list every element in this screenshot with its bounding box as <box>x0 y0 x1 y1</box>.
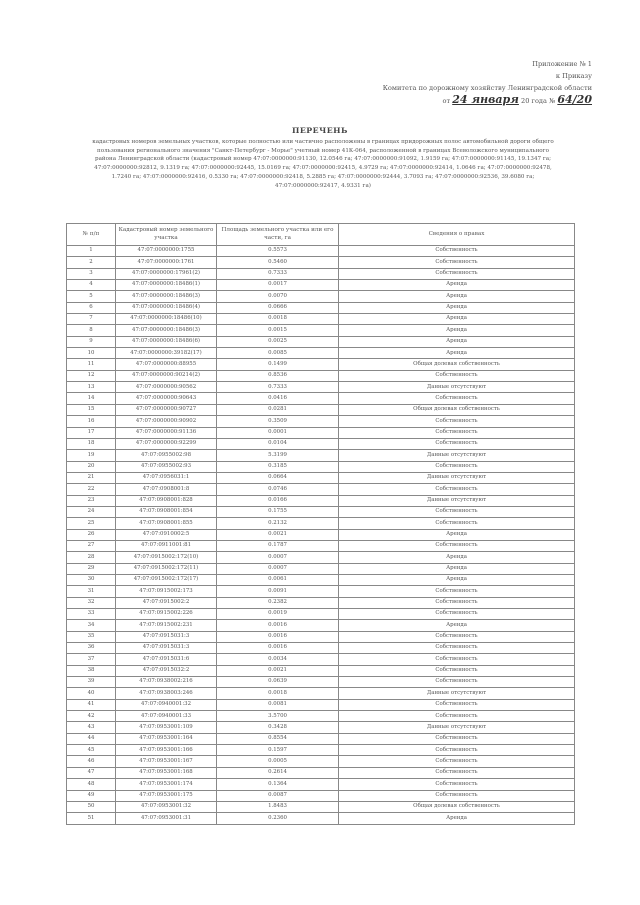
table-row <box>67 404 575 415</box>
row-cadastral-number: 47:07:0915002:2 <box>116 597 217 608</box>
row-area: 0.0016 <box>217 643 339 654</box>
table-row <box>67 620 575 631</box>
table-row <box>67 745 575 756</box>
table-row <box>67 699 575 710</box>
table-row <box>67 359 575 370</box>
table-row <box>67 336 575 347</box>
row-rights: Собственность <box>339 609 575 620</box>
table-row <box>67 393 575 404</box>
table-row <box>67 813 575 824</box>
row-area: 0.0018 <box>217 314 339 325</box>
row-rights: Собственность <box>339 246 575 257</box>
row-area: 0.7333 <box>217 382 339 393</box>
row-number: 13 <box>67 382 116 393</box>
table-row <box>67 779 575 790</box>
row-rights: Собственность <box>339 370 575 381</box>
row-rights: Собственность <box>339 427 575 438</box>
row-number: 18 <box>67 438 116 449</box>
row-area: 0.0416 <box>217 393 339 404</box>
row-rights: Аренда <box>339 336 575 347</box>
row-number: 26 <box>67 529 116 540</box>
row-area: 0.0017 <box>217 280 339 291</box>
row-number: 41 <box>67 699 116 710</box>
row-rights: Собственность <box>339 506 575 517</box>
row-cadastral-number: 47:07:0000000:90643 <box>116 393 217 404</box>
row-number: 29 <box>67 563 116 574</box>
row-rights: Данные отсутствуют <box>339 472 575 483</box>
table-row <box>67 370 575 381</box>
row-area: 0.3428 <box>217 722 339 733</box>
table-row <box>67 302 575 313</box>
row-cadastral-number: 47:07:0908001:855 <box>116 518 217 529</box>
row-area: 0.0085 <box>217 348 339 359</box>
table-row <box>67 654 575 665</box>
row-cadastral-number: 47:07:0915002:231 <box>116 620 217 631</box>
table-row <box>67 472 575 483</box>
row-rights: Аренда <box>339 291 575 302</box>
row-cadastral-number: 47:07:0915032:2 <box>116 665 217 676</box>
row-cadastral-number: 47:07:0940001:32 <box>116 699 217 710</box>
row-number: 45 <box>67 745 116 756</box>
row-area: 0.0016 <box>217 631 339 642</box>
row-rights: Собственность <box>339 631 575 642</box>
row-area: 0.0019 <box>217 609 339 620</box>
row-cadastral-number: 47:07:0915002:172(10) <box>116 552 217 563</box>
row-area: 0.2614 <box>217 767 339 778</box>
row-rights: Собственность <box>339 438 575 449</box>
date-prefix: от <box>442 97 453 105</box>
table-body <box>67 246 575 825</box>
row-area: 0.0664 <box>217 472 339 483</box>
row-number: 16 <box>67 416 116 427</box>
row-number: 37 <box>67 654 116 665</box>
document-title: ПЕРЕЧЕНЬ <box>292 126 348 135</box>
table-row <box>67 767 575 778</box>
row-area: 0.1787 <box>217 540 339 551</box>
row-area: 0.2382 <box>217 597 339 608</box>
row-cadastral-number: 47:07:0915031:3 <box>116 643 217 654</box>
table-row <box>67 438 575 449</box>
table-row <box>67 427 575 438</box>
row-cadastral-number: 47:07:0915002:173 <box>116 586 217 597</box>
order-date-line <box>383 94 592 107</box>
row-cadastral-number: 47:07:0000000:90214(2) <box>116 370 217 381</box>
row-number: 48 <box>67 779 116 790</box>
appendix-reference: к Приказу <box>555 72 592 80</box>
row-number: 43 <box>67 722 116 733</box>
row-number: 44 <box>67 733 116 744</box>
row-area: 0.7333 <box>217 268 339 279</box>
row-number: 28 <box>67 552 116 563</box>
row-area: 0.0070 <box>217 291 339 302</box>
row-rights: Собственность <box>339 733 575 744</box>
row-number: 23 <box>67 495 116 506</box>
row-rights: Аренда <box>339 314 575 325</box>
row-rights: Аренда <box>339 280 575 291</box>
row-rights: Собственность <box>339 756 575 767</box>
table-row <box>67 484 575 495</box>
row-cadastral-number: 47:07:0938002:216 <box>116 677 217 688</box>
handwritten-date: 24 января <box>452 93 519 106</box>
row-number: 51 <box>67 813 116 824</box>
row-cadastral-number: 47:07:0953001:109 <box>116 722 217 733</box>
header-cadastral: Кадастровый номер земельного участка <box>116 224 217 246</box>
row-rights: Собственность <box>339 711 575 722</box>
row-rights: Собственность <box>339 416 575 427</box>
row-area: 0.0746 <box>217 484 339 495</box>
row-number: 36 <box>67 643 116 654</box>
row-number: 19 <box>67 450 116 461</box>
row-cadastral-number: 47:07:0953001:31 <box>116 813 217 824</box>
row-rights: Общая долевая собственность <box>339 801 575 812</box>
row-cadastral-number: 47:07:0915031:3 <box>116 631 217 642</box>
row-number: 3 <box>67 268 116 279</box>
row-number: 5 <box>67 291 116 302</box>
row-cadastral-number: 47:07:0000000:18486(10) <box>116 314 217 325</box>
row-rights: Данные отсутствуют <box>339 382 575 393</box>
row-cadastral-number: 47:07:0908001:8 <box>116 484 217 495</box>
row-area: 0.3509 <box>217 416 339 427</box>
table-row <box>67 540 575 551</box>
row-rights: Аренда <box>339 574 575 585</box>
row-cadastral-number: 47:07:0911001:81 <box>116 540 217 551</box>
row-number: 20 <box>67 461 116 472</box>
row-cadastral-number: 47:07:0938003:246 <box>116 688 217 699</box>
row-cadastral-number: 47:07:0000000:92299 <box>116 438 217 449</box>
row-number: 42 <box>67 711 116 722</box>
row-rights: Собственность <box>339 699 575 710</box>
table-row <box>67 711 575 722</box>
row-area: 0.0021 <box>217 665 339 676</box>
row-cadastral-number: 47:07:0000000:18486(6) <box>116 336 217 347</box>
row-cadastral-number: 47:07:0915031:6 <box>116 654 217 665</box>
table-row <box>67 325 575 336</box>
table-row <box>67 756 575 767</box>
row-rights: Аренда <box>339 563 575 574</box>
header-number: № п/п <box>67 224 116 246</box>
row-area: 0.0091 <box>217 586 339 597</box>
row-rights: Собственность <box>339 518 575 529</box>
table-row <box>67 348 575 359</box>
row-number: 11 <box>67 359 116 370</box>
row-area: 0.0016 <box>217 620 339 631</box>
table-row <box>67 552 575 563</box>
table-row <box>67 688 575 699</box>
row-rights: Данные отсутствуют <box>339 450 575 461</box>
row-number: 30 <box>67 574 116 585</box>
row-number: 6 <box>67 302 116 313</box>
row-area: 0.0021 <box>217 529 339 540</box>
row-number: 8 <box>67 325 116 336</box>
row-rights: Аренда <box>339 348 575 359</box>
row-rights: Аренда <box>339 813 575 824</box>
row-number: 7 <box>67 314 116 325</box>
row-area: 0.8536 <box>217 370 339 381</box>
row-number: 2 <box>67 257 116 268</box>
table-row <box>67 450 575 461</box>
row-area: 0.0001 <box>217 427 339 438</box>
table-row <box>67 416 575 427</box>
row-number: 27 <box>67 540 116 551</box>
row-area: 0.0015 <box>217 325 339 336</box>
row-area: 0.0007 <box>217 552 339 563</box>
table-row <box>67 563 575 574</box>
row-number: 34 <box>67 620 116 631</box>
table-row <box>67 280 575 291</box>
row-area: 0.1364 <box>217 779 339 790</box>
row-rights: Собственность <box>339 779 575 790</box>
row-number: 1 <box>67 246 116 257</box>
row-rights: Собственность <box>339 767 575 778</box>
row-rights: Собственность <box>339 540 575 551</box>
row-number: 9 <box>67 336 116 347</box>
row-area: 0.8554 <box>217 733 339 744</box>
row-number: 25 <box>67 518 116 529</box>
header-area: Площадь земельного участка или его части, га <box>217 224 339 246</box>
row-cadastral-number: 47:07:0000000:91136 <box>116 427 217 438</box>
table-row <box>67 801 575 812</box>
row-cadastral-number: 47:07:0908001:828 <box>116 495 217 506</box>
row-number: 46 <box>67 756 116 767</box>
row-area: 0.0104 <box>217 438 339 449</box>
row-area: 0.2360 <box>217 813 339 824</box>
row-rights: Данные отсутствуют <box>339 722 575 733</box>
row-area: 0.0025 <box>217 336 339 347</box>
table-row <box>67 631 575 642</box>
row-rights: Собственность <box>339 665 575 676</box>
table-row <box>67 574 575 585</box>
row-rights: Собственность <box>339 461 575 472</box>
row-cadastral-number: 47:07:0000000:90562 <box>116 382 217 393</box>
row-number: 39 <box>67 677 116 688</box>
row-rights: Собственность <box>339 597 575 608</box>
row-cadastral-number: 47:07:0940001:33 <box>116 711 217 722</box>
row-area: 1.8483 <box>217 801 339 812</box>
row-cadastral-number: 47:07:0955002:98 <box>116 450 217 461</box>
row-rights: Данные отсутствуют <box>339 688 575 699</box>
row-number: 47 <box>67 767 116 778</box>
table-row <box>67 529 575 540</box>
row-cadastral-number: 47:07:0953001:175 <box>116 790 217 801</box>
row-area: 0.0166 <box>217 495 339 506</box>
row-rights: Аренда <box>339 620 575 631</box>
row-number: 50 <box>67 801 116 812</box>
table-row <box>67 586 575 597</box>
issuing-committee: Комитета по дорожному хозяйству Ленинградской области <box>382 84 592 92</box>
row-cadastral-number: 47:07:0000000:17961(2) <box>116 268 217 279</box>
row-cadastral-number: 47:07:0000000:18486(3) <box>116 291 217 302</box>
row-area: 0.0639 <box>217 677 339 688</box>
row-area: 0.1597 <box>217 745 339 756</box>
table-row <box>67 643 575 654</box>
row-rights: Аренда <box>339 529 575 540</box>
row-rights: Собственность <box>339 677 575 688</box>
row-cadastral-number: 47:07:0953001:164 <box>116 733 217 744</box>
row-cadastral-number: 47:07:0000000:90727 <box>116 404 217 415</box>
row-rights: Собственность <box>339 654 575 665</box>
row-cadastral-number: 47:07:0955002:93 <box>116 461 217 472</box>
row-cadastral-number: 47:07:0953001:166 <box>116 745 217 756</box>
row-rights: Общая долевая собственность <box>339 404 575 415</box>
row-rights: Общая долевая собственность <box>339 359 575 370</box>
row-number: 4 <box>67 280 116 291</box>
row-cadastral-number: 47:07:0000000:18486(4) <box>116 302 217 313</box>
table-row <box>67 722 575 733</box>
table-row <box>67 257 575 268</box>
row-cadastral-number: 47:07:0908001:854 <box>116 506 217 517</box>
row-number: 17 <box>67 427 116 438</box>
table-row <box>67 677 575 688</box>
row-rights: Собственность <box>339 745 575 756</box>
row-area: 5.3199 <box>217 450 339 461</box>
row-area: 0.2132 <box>217 518 339 529</box>
row-area: 0.1755 <box>217 506 339 517</box>
row-rights: Собственность <box>339 257 575 268</box>
table-row <box>67 597 575 608</box>
row-number: 32 <box>67 597 116 608</box>
row-number: 40 <box>67 688 116 699</box>
row-area: 0.0034 <box>217 654 339 665</box>
row-cadastral-number: 47:07:0956031:1 <box>116 472 217 483</box>
row-cadastral-number: 47:07:0000000:18486(3) <box>116 325 217 336</box>
header-rights: Сведения о правах <box>339 224 575 246</box>
table-row <box>67 495 575 506</box>
appendix-number: Приложение № 1 <box>532 60 592 68</box>
row-cadastral-number: 47:07:0000000:1761 <box>116 257 217 268</box>
row-cadastral-number: 47:07:0953001:174 <box>116 779 217 790</box>
row-number: 31 <box>67 586 116 597</box>
row-cadastral-number: 47:07:0915002:172(11) <box>116 563 217 574</box>
row-rights: Аренда <box>339 325 575 336</box>
table-row <box>67 314 575 325</box>
row-cadastral-number: 47:07:0000000:1755 <box>116 246 217 257</box>
parcels-table <box>66 223 575 825</box>
row-number: 33 <box>67 609 116 620</box>
row-area: 0.0007 <box>217 563 339 574</box>
document-intro: кадастровых номеров земельных участков, которые полностью или частично расположены в границах придорожных полос автомобильной дороги общего пользования регионального значения "Санкт-Петербург - Морье" учетный номер 41К-064, расположенной в границах Всеволожского муниципального района Ленинградской области (кадастровый номер 47:07:0000000:91130, 12.0546 га; 47:07:0000000:91092, 1.9159 га; 47:07:0000000:91145, 19.1347 га; 47:07:0000000:92812, 9.1319 га; 47:07:0000000:92445, 15.0169 га; 47:07:0000000:92415, 4.9729 га; 47:07:0000000:92414, 1.0646 га; 47:07:0000000:92478, 1.7240 га; 47:07:0000000:92416, 0.5330 га; 47:07:0000000:92418, 5.2885 га; 47:07:0000000:92444, 3.7093 га; 47:07:0000000:92536, 39.6080 га; 47:07:0000000:92417, 4.9331 га) <box>92 139 554 189</box>
row-cadastral-number: 47:07:0000000:90902 <box>116 416 217 427</box>
row-number: 14 <box>67 393 116 404</box>
table-row <box>67 382 575 393</box>
table-header-row <box>67 224 575 246</box>
row-area: 0.0018 <box>217 688 339 699</box>
row-rights: Аренда <box>339 302 575 313</box>
row-cadastral-number: 47:07:0000000:39182(17) <box>116 348 217 359</box>
row-cadastral-number: 47:07:0953001:167 <box>116 756 217 767</box>
row-area: 0.0061 <box>217 574 339 585</box>
table-row <box>67 733 575 744</box>
row-area: 0.0666 <box>217 302 339 313</box>
row-cadastral-number: 47:07:0910002:5 <box>116 529 217 540</box>
row-area: 0.0087 <box>217 790 339 801</box>
table-row <box>67 665 575 676</box>
row-rights: Собственность <box>339 790 575 801</box>
appendix-header <box>383 58 592 107</box>
row-number: 21 <box>67 472 116 483</box>
row-area: 0.5573 <box>217 246 339 257</box>
row-area: 0.5460 <box>217 257 339 268</box>
row-area: 0.0005 <box>217 756 339 767</box>
row-area: 0.1499 <box>217 359 339 370</box>
row-rights: Данные отсутствуют <box>339 495 575 506</box>
row-cadastral-number: 47:07:0915002:172(17) <box>116 574 217 585</box>
row-rights: Аренда <box>339 552 575 563</box>
row-number: 24 <box>67 506 116 517</box>
handwritten-order-number: 64/20 <box>557 93 592 106</box>
table-row <box>67 246 575 257</box>
row-cadastral-number: 47:07:0000000:18486(1) <box>116 280 217 291</box>
table-row <box>67 291 575 302</box>
row-rights: Собственность <box>339 643 575 654</box>
table-row <box>67 609 575 620</box>
row-rights: Собственность <box>339 586 575 597</box>
row-number: 15 <box>67 404 116 415</box>
table-row <box>67 790 575 801</box>
row-area: 0.0281 <box>217 404 339 415</box>
row-number: 35 <box>67 631 116 642</box>
row-number: 10 <box>67 348 116 359</box>
row-area: 3.5700 <box>217 711 339 722</box>
row-cadastral-number: 47:07:0000000:88955 <box>116 359 217 370</box>
row-number: 38 <box>67 665 116 676</box>
row-number: 22 <box>67 484 116 495</box>
table-row <box>67 518 575 529</box>
date-suffix: 20 года № <box>518 97 558 105</box>
row-rights: Собственность <box>339 484 575 495</box>
row-rights: Собственность <box>339 393 575 404</box>
row-number: 49 <box>67 790 116 801</box>
row-cadastral-number: 47:07:0953001:32 <box>116 801 217 812</box>
row-cadastral-number: 47:07:0953001:168 <box>116 767 217 778</box>
row-cadastral-number: 47:07:0915002:226 <box>116 609 217 620</box>
row-rights: Собственность <box>339 268 575 279</box>
table-row <box>67 268 575 279</box>
table-row <box>67 461 575 472</box>
row-area: 0.0081 <box>217 699 339 710</box>
row-number: 12 <box>67 370 116 381</box>
row-area: 0.3185 <box>217 461 339 472</box>
table-row <box>67 506 575 517</box>
